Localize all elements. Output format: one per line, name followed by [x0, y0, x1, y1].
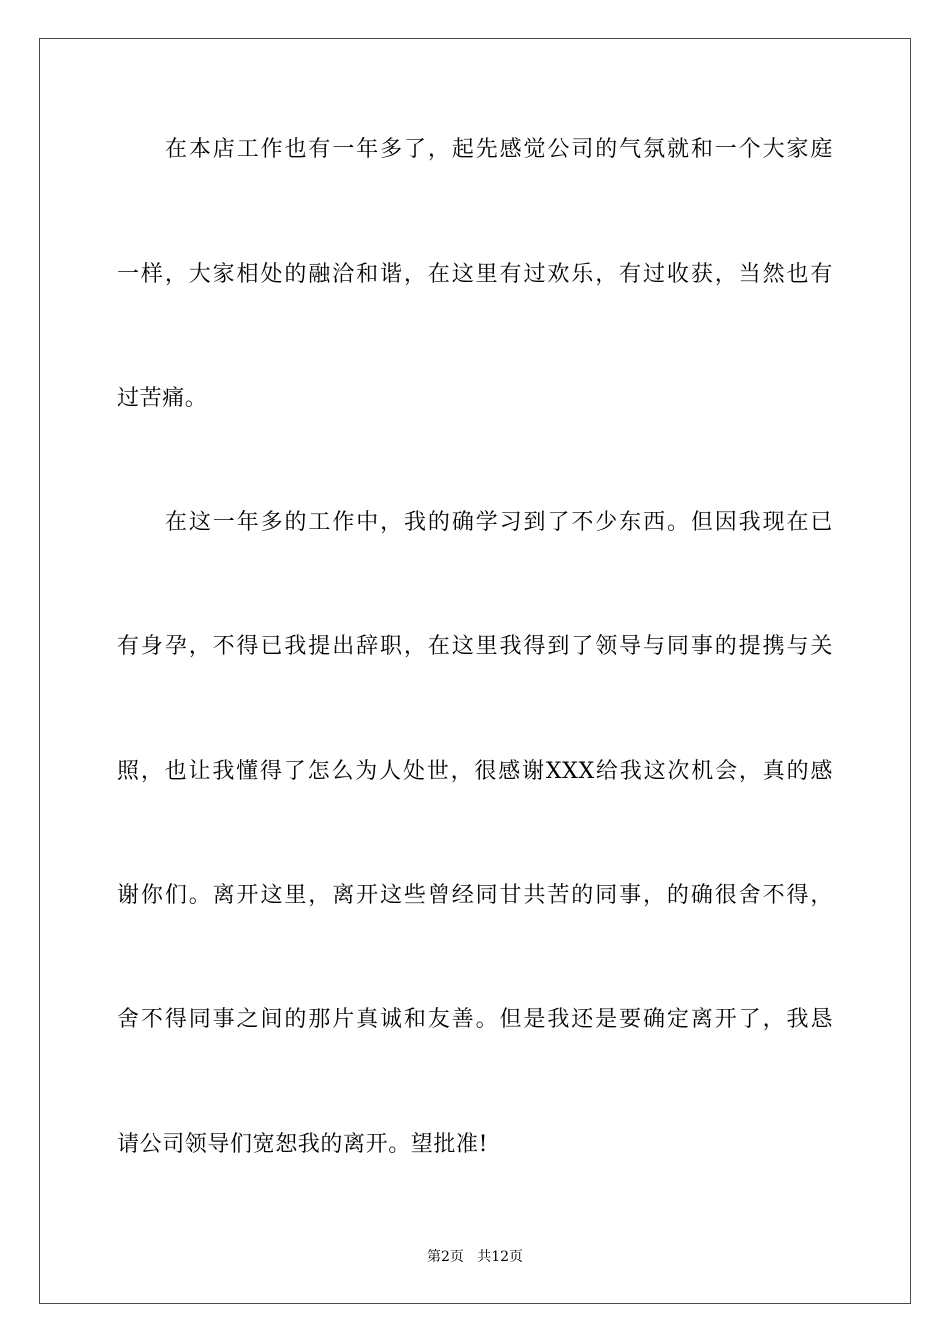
- paragraph-2-line-4: 谢你们。离开这里，离开这些曾经同甘共苦的同事，的确很舍不得，: [117, 883, 833, 908]
- page-number-footer: 第2页 共12页: [426, 1249, 524, 1265]
- paragraph-2-line-6: 请公司领导们宽恕我的离开。望批准!: [117, 1132, 489, 1157]
- paragraph-1-line-2: 一样，大家相处的融洽和谐，在这里有过欢乐，有过收获，当然也有: [117, 262, 833, 287]
- paragraph-2-line-1: 在这一年多的工作中，我的确学习到了不少东西。但因我现在已: [165, 510, 833, 535]
- paragraph-2-line-5: 舍不得同事之间的那片真诚和友善。但是我还是要确定离开了，我恳: [117, 1007, 833, 1032]
- paragraph-2-line-2: 有身孕，不得已我提出辞职，在这里我得到了领导与同事的提携与关: [117, 634, 833, 659]
- paragraph-2-line-3: 照，也让我懂得了怎么为人处世，很感谢XXX给我这次机会，真的感: [117, 759, 833, 784]
- page-border: [39, 38, 911, 1304]
- paragraph-1-line-1: 在本店工作也有一年多了，起先感觉公司的气氛就和一个大家庭: [165, 137, 833, 162]
- paragraph-1-line-3: 过苦痛。: [117, 386, 208, 411]
